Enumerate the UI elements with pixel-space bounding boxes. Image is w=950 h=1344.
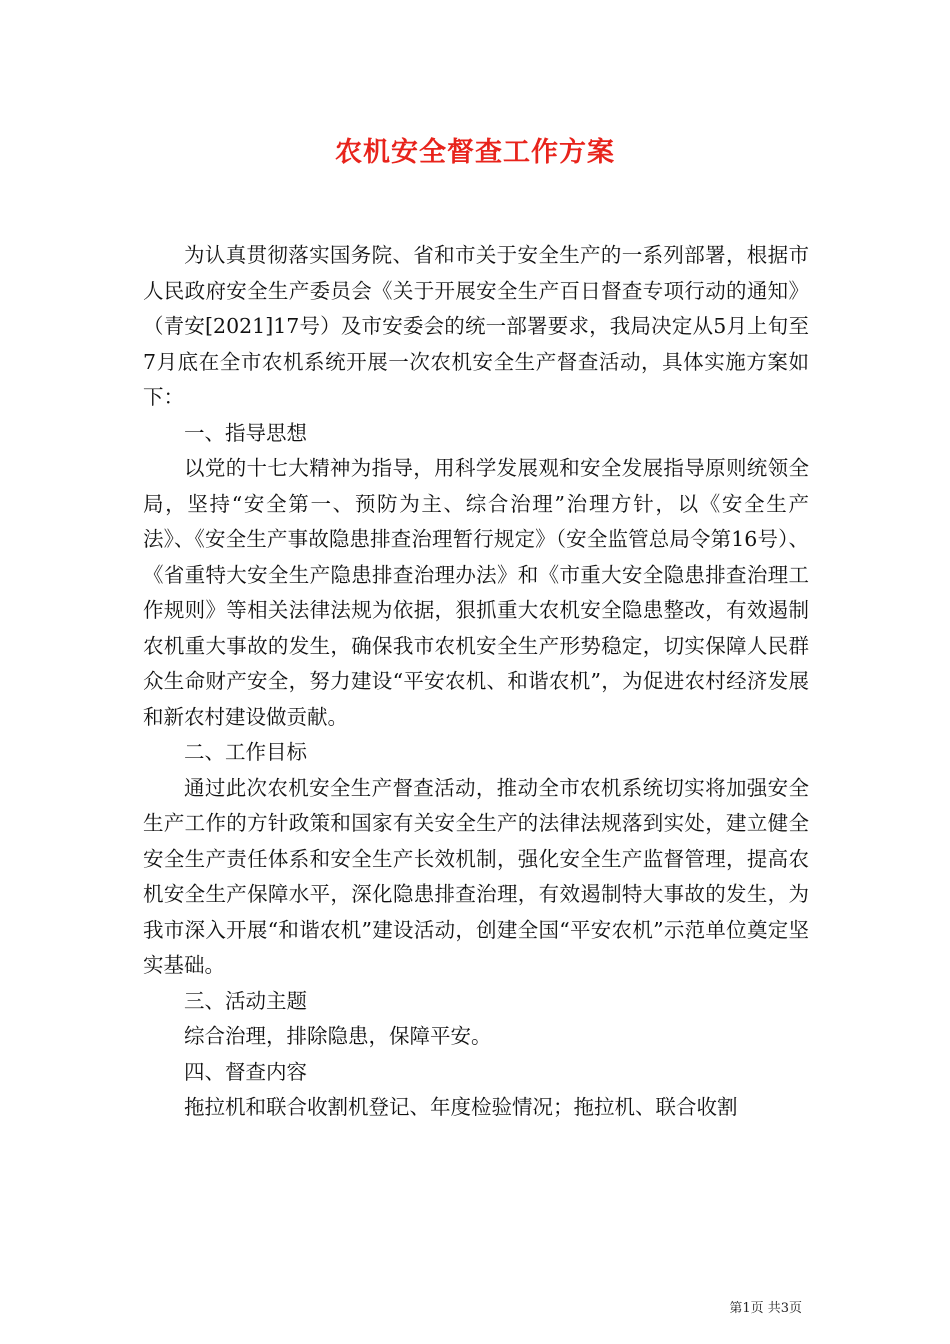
page-footer: 第1页 共3页 — [729, 1301, 802, 1316]
section-heading-activity-theme: 三、活动主题 — [184, 988, 307, 1013]
section-heading-inspection-content: 四、督查内容 — [184, 1059, 307, 1084]
guiding-ideology-paragraph: 以党的十七大精神为指导，用科学发展观和安全发展指导原则统领全局，坚持“安全第一、预防为主、综合治理”治理方针，以《安全生产法》、《安全生产事故隐患排查治理暂行规定》（安全监管总局令第16号）、《省重特大安全生产隐患排查治理办法》和《市重大安全隐患排查治理工作规则》等相关法律法规为依据，狠抓重大农机安全隐患整改，有效遏制农机重大事故的发生，确保我市农机安全生产形势稳定，切实保障人民群众生命财产安全，努力建设“平安农机、和谐农机”，为促进农村经济发展和新农村建设做贡献。 — [143, 456, 809, 729]
intro-paragraph: 为认真贯彻落实国务院、省和市关于安全生产的一系列部署，根据市人民政府安全生产委员会《关于开展安全生产百日督查专项行动的通知》（青安[2021]17号）及市安委会的统一部署要求，我局决定从5月上旬至7月底在全市农机系统开展一次农机安全生产督查活动，具体实施方案如下： — [143, 243, 809, 409]
page-title: 农机安全督查工作方案 — [335, 137, 615, 168]
work-goals-paragraph: 通过此次农机安全生产督查活动，推动全市农机系统切实将加强安全生产工作的方针政策和国家有关安全生产的法律法规落到实处，建立健全安全生产责任体系和安全生产长效机制，强化安全生产监督管理，提高农机安全生产保障水平，深化隐患排查治理，有效遏制特大事故的发生，为我市深入开展“和谐农机”建设活动，创建全国“平安农机”示范单位奠定坚实基础。 — [143, 775, 809, 977]
section-heading-guiding-ideology: 一、指导思想 — [184, 420, 307, 445]
inspection-content-paragraph: 拖拉机和联合收割机登记、年度检验情况；拖拉机、联合收割 — [184, 1095, 738, 1119]
section-heading-work-goals: 二、工作目标 — [184, 740, 307, 764]
activity-theme-paragraph: 综合治理，排除隐患，保障平安。 — [184, 1024, 492, 1048]
document-body — [143, 238, 809, 1126]
